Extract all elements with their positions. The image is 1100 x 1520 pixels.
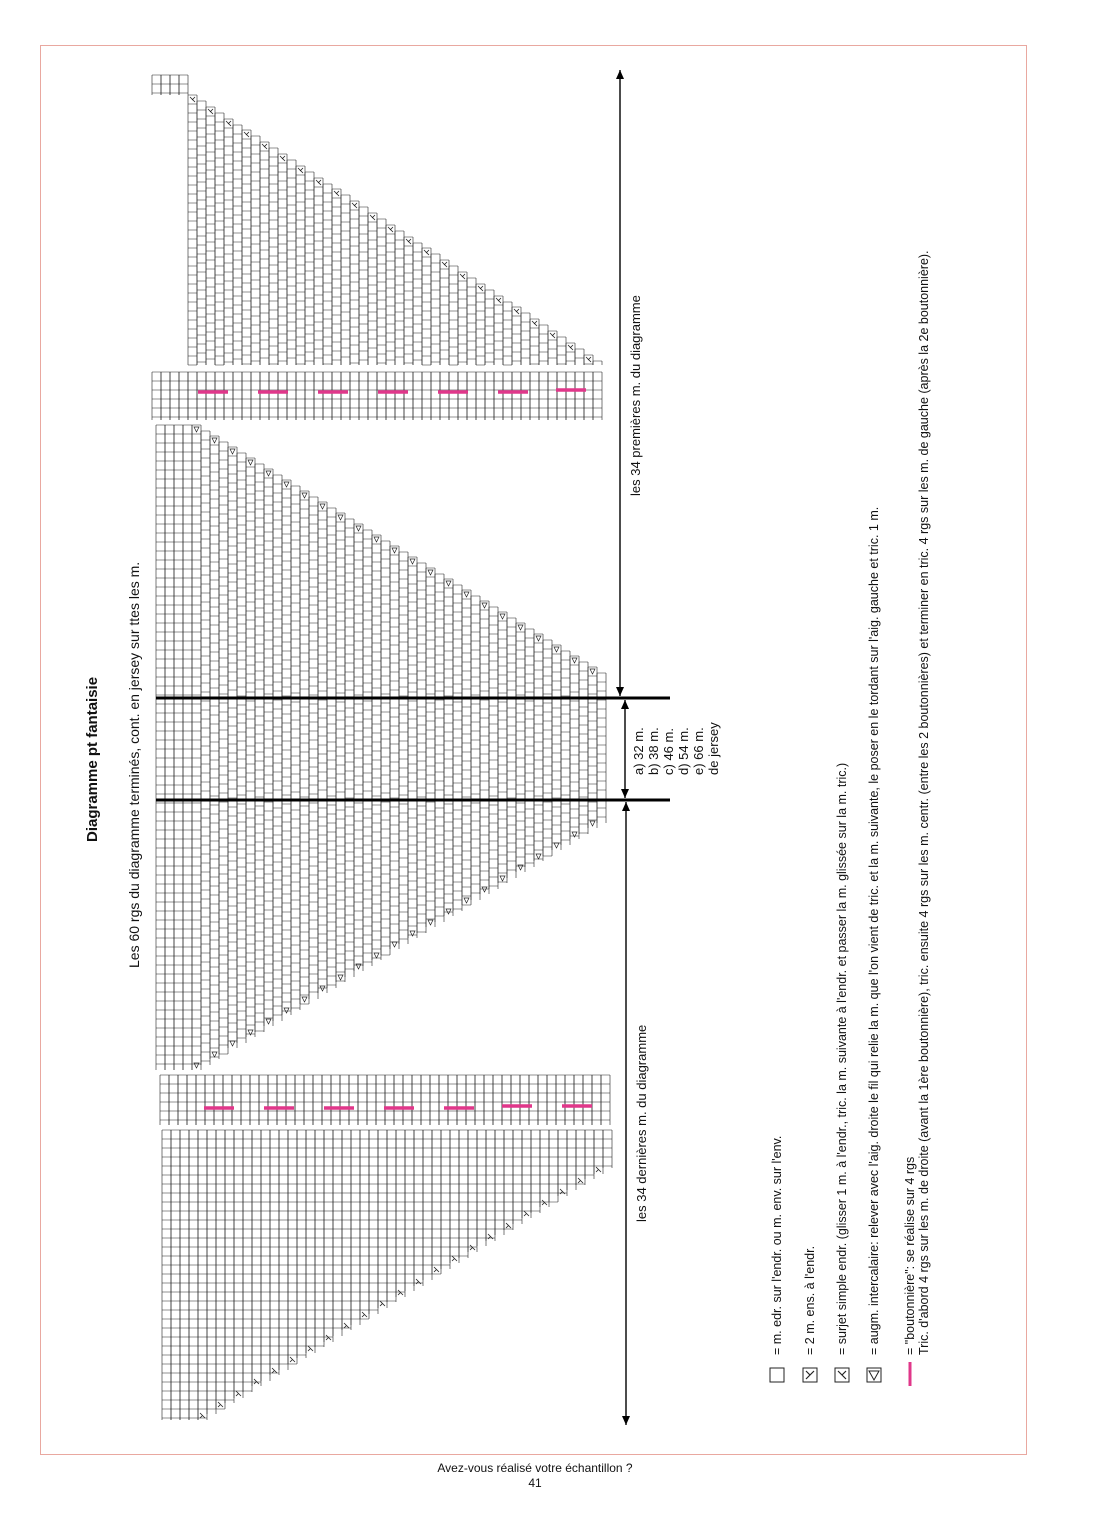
k2tog-mark: [380, 1301, 385, 1306]
k2tog-mark: [218, 1402, 223, 1407]
increase-mark: [590, 821, 595, 826]
increase-mark: [500, 876, 505, 881]
legend-inc-text: = augm. intercalaire: relever avec l'aig. droite le fil qui relie la m. que l'on vient de tric. et la m. suivante, le poser en le tordant sur l'aig. gauche et tric. 1 m.: [867, 506, 881, 1355]
ssk-mark: [532, 321, 537, 326]
increase-mark: [464, 592, 469, 597]
increase-mark: [590, 669, 595, 674]
increase-mark: [212, 438, 217, 443]
increase-mark: [302, 493, 307, 498]
increase-mark: [212, 1052, 217, 1057]
arrowhead: [616, 70, 624, 79]
increase-symbol-icon: [867, 1368, 881, 1382]
increase-mark: [230, 1041, 235, 1046]
k2tog-mark: [254, 1379, 259, 1384]
ssk-mark: [568, 345, 573, 350]
size-e: e) 66 m.: [691, 727, 706, 775]
ssk-mark: [424, 250, 429, 255]
increase-mark: [536, 854, 541, 859]
arrowhead: [622, 802, 630, 811]
size-unit: de jersey: [706, 722, 721, 775]
k2tog-mark: [470, 1245, 475, 1250]
increase-mark: [266, 1019, 271, 1024]
increase-mark: [536, 636, 541, 641]
ssk-mark: [226, 121, 231, 126]
ssk-mark: [262, 144, 267, 149]
legend-k2tog-text: = 2 m. ens. à l'endr.: [803, 1245, 817, 1355]
size-a: a) 32 m.: [631, 727, 646, 775]
legend-buttonhole: [903, 250, 931, 1355]
ssk-mark: [208, 109, 213, 114]
increase-mark: [464, 898, 469, 903]
k2tog-mark: [596, 1167, 601, 1172]
chart-grid-top: [152, 75, 602, 420]
legend-ssk-text: = surjet simple endr. (glisser 1 m. à l'endr., tric. la m. suivante à l'endr. et passer la m. glissée sur la m. tric.): [835, 762, 849, 1355]
ssk-mark: [244, 132, 249, 137]
ssk-mark: [190, 97, 195, 102]
k2tog-mark: [434, 1267, 439, 1272]
increase-mark: [284, 482, 289, 487]
k2tog-mark: [308, 1346, 313, 1351]
k2tog-mark: [344, 1323, 349, 1328]
increase-mark: [356, 526, 361, 531]
footer-question: Avez-vous réalisé votre échantillon ?: [437, 1461, 633, 1475]
increase-mark: [446, 581, 451, 586]
increase-mark: [374, 953, 379, 958]
increase-mark: [284, 1008, 289, 1013]
increase-mark: [482, 603, 487, 608]
legend-buttonhole-line1: = "boutonnière": se réalise sur 4 rgs: [903, 1156, 917, 1355]
k2tog-mark: [236, 1391, 241, 1396]
increase-mark: [194, 427, 199, 432]
k2tog-mark: [578, 1178, 583, 1183]
k2tog-mark: [290, 1357, 295, 1362]
arrowhead: [621, 700, 629, 709]
size-c: c) 46 m.: [661, 728, 676, 775]
ssk-mark: [514, 309, 519, 314]
increase-mark: [410, 559, 415, 564]
increase-mark: [338, 975, 343, 980]
ssk-mark: [478, 286, 483, 291]
k2tog-mark: [398, 1290, 403, 1295]
ssk-mark: [298, 168, 303, 173]
diagram-title: Diagramme pt fantaisie: [84, 676, 101, 842]
increase-mark: [392, 942, 397, 947]
ssk-mark: [406, 239, 411, 244]
increase-mark: [554, 843, 559, 848]
buttonhole-marks: [198, 390, 592, 1108]
diagram-subtitle: Les 60 rgs du diagramme terminés, cont. en jersey sur ttes les m.: [126, 561, 142, 968]
measure-label-bottom: les 34 dernières m. du diagramme: [634, 1024, 649, 1222]
chart-grid-bottom: [162, 1130, 612, 1420]
legend-buttonhole-line2: Tric. d'abord 4 rgs sur les m. de droite (avant la 1ère boutonnière), tric. ensuite 4 rgs sur les m. centr. (entre les 2 boutonnières) et terminer en tric. 4 rgs sur les m. de gauche (après la 2e boutonnière).: [917, 250, 931, 1355]
increase-mark: [428, 570, 433, 575]
increase-mark: [500, 614, 505, 619]
page-number: 41: [528, 1476, 542, 1490]
size-list: [631, 722, 721, 775]
increase-mark: [302, 997, 307, 1002]
ssk-mark: [550, 333, 555, 338]
ssk-mark: [388, 227, 393, 232]
ssk-mark: [352, 203, 357, 208]
k2tog-mark: [326, 1335, 331, 1340]
increase-mark: [338, 515, 343, 520]
k2tog-symbol-icon: [803, 1368, 817, 1382]
ssk-mark: [334, 191, 339, 196]
increase-mark: [248, 460, 253, 465]
increase-mark: [554, 647, 559, 652]
k2tog-mark: [200, 1413, 205, 1418]
ssk-mark: [370, 215, 375, 220]
ssk-mark: [460, 274, 465, 279]
ssk-mark: [442, 262, 447, 267]
arrowhead: [616, 687, 624, 696]
increase-mark: [230, 449, 235, 454]
increase-mark: [572, 658, 577, 663]
chart-grid-middle: [156, 425, 610, 1125]
arrowhead: [621, 789, 629, 798]
ssk-mark: [316, 180, 321, 185]
size-d: d) 54 m.: [676, 727, 691, 775]
ssk-mark: [280, 156, 285, 161]
increase-mark: [320, 504, 325, 509]
legend-empty-text: = m. edr. sur l'endr. ou m. env. sur l'env.: [770, 1135, 784, 1355]
ssk-mark: [586, 357, 591, 362]
increase-mark: [374, 537, 379, 542]
k2tog-mark: [542, 1200, 547, 1205]
increase-mark: [518, 625, 523, 630]
k2tog-mark: [452, 1256, 457, 1261]
increase-mark: [320, 986, 325, 991]
ssk-symbol-icon: [835, 1368, 849, 1382]
increase-mark: [446, 909, 451, 914]
measure-label-top: les 34 premières m. du diagramme: [628, 295, 643, 496]
arrowhead: [622, 1416, 630, 1425]
ssk-mark: [496, 298, 501, 303]
increase-mark: [482, 887, 487, 892]
k2tog-mark: [506, 1223, 511, 1228]
increase-mark: [266, 471, 271, 476]
increase-mark: [392, 548, 397, 553]
k2tog-mark: [272, 1368, 277, 1373]
knit-square-icon: [770, 1368, 784, 1382]
k2tog-mark: [362, 1312, 367, 1317]
k2tog-mark: [524, 1211, 529, 1216]
size-b: b) 38 m.: [646, 727, 661, 775]
increase-mark: [428, 920, 433, 925]
